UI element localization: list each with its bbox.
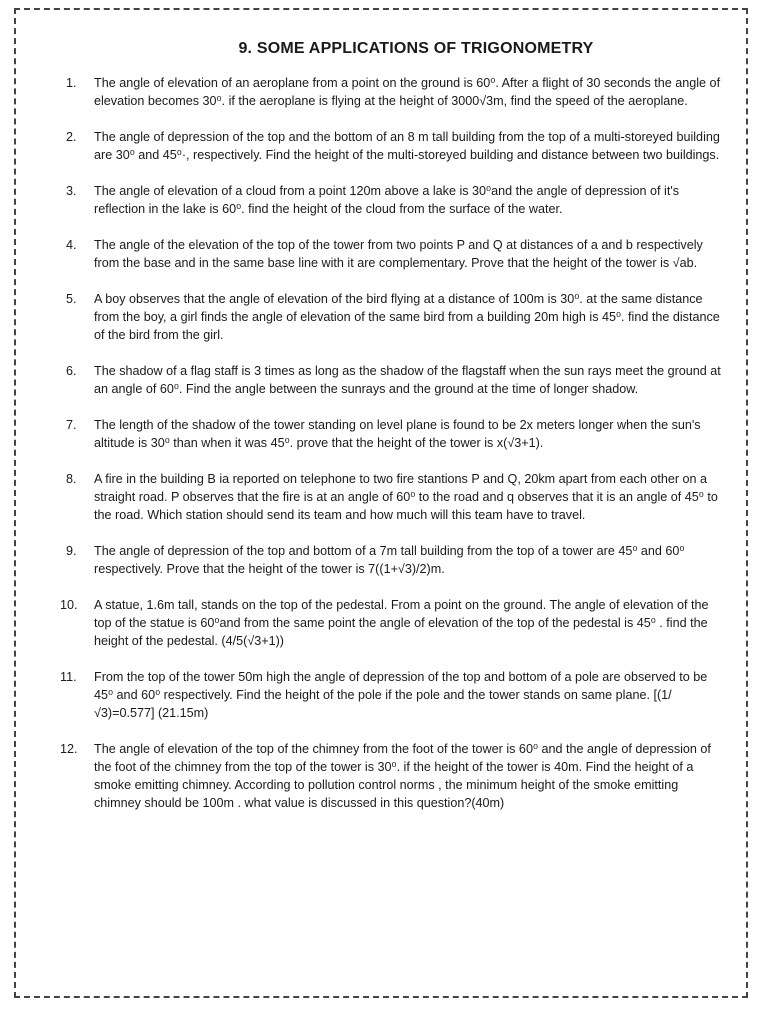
question-text: The shadow of a flag staff is 3 times as long as the shadow of the flagstaff when the sun rays meet the ground at an angle of 60⁰. Find the angle between the sunrays and the ground at the time of longer shadow.: [94, 364, 721, 396]
question-text: A statue, 1.6m tall, stands on the top of the pedestal. From a point on the ground. The angle of elevation of the top of the statue is 60⁰and from the same point the angle of elevation of the top of the pedestal is 45⁰ . find the height of the pedestal. (4/5(√3+1)): [94, 598, 709, 648]
question-number: 3.: [66, 184, 77, 198]
question-number: 11.: [60, 670, 77, 684]
question-item: [66, 362, 726, 398]
question-item: [66, 128, 726, 164]
question-text: The angle of elevation of a cloud from a point 120m above a lake is 30⁰and the angle of depression of it's reflection in the lake is 60⁰. find the height of the cloud from the surface of the water.: [94, 184, 680, 216]
question-number: 8.: [66, 472, 77, 486]
question-text: The angle of depression of the top and bottom of a 7m tall building from the top of a tower are 45⁰ and 60⁰ respectively. Prove that the height of the tower is 7((1+√3)/2)m.: [94, 544, 685, 576]
question-text: The angle of elevation of the top of the chimney from the foot of the tower is 60⁰ and the angle of depression of the foot of the chimney from the top of the tower is 30⁰. if the height of the tower is 40m. Find the height of a smoke emitting chimney. According to pollution control norms , the minimum height of the smoke emitting chimney should be 100m . what value is discussed in this question?(40m): [94, 742, 711, 810]
question-number: 2.: [66, 130, 77, 144]
question-number: 10.: [60, 598, 78, 612]
question-text: The angle of the elevation of the top of the tower from two points P and Q at distances of a and b respectively from the base and in the same base line with it are complementary. Prove that the height of the tower is √ab.: [94, 238, 703, 270]
question-item: [66, 416, 726, 452]
question-text: The angle of depression of the top and the bottom of an 8 m tall building from the top of a multi-storeyed building are 30⁰ and 45⁰·, respectively. Find the height of the multi-storeyed building and distance between two buildings.: [94, 130, 720, 162]
question-item: [60, 596, 726, 650]
question-number: 1.: [66, 76, 77, 90]
question-item: [66, 290, 726, 344]
question-list: [60, 74, 726, 812]
question-item: [66, 470, 726, 524]
worksheet: [60, 40, 726, 830]
question-number: 9.: [66, 544, 77, 558]
page-title: 9. SOME APPLICATIONS OF TRIGONOMETRY: [238, 40, 594, 57]
question-number: 5.: [66, 292, 77, 306]
question-item: [66, 74, 726, 110]
question-number: 6.: [66, 364, 77, 378]
question-item: [66, 542, 726, 578]
question-text: A fire in the building B ia reported on telephone to two fire stantions P and Q, 20km apart from each other on a straight road. P observes that the fire is at an angle of 60⁰ to the road and q observes that it is an angle of 45⁰ to the road. Which station should send its team and how much will this team have to travel.: [94, 472, 718, 522]
question-text: The length of the shadow of the tower standing on level plane is found to be 2x meters longer when the sun's altitude is 30⁰ than when it was 45⁰. prove that the height of the tower is x(√3+1).: [94, 418, 701, 450]
question-number: 7.: [66, 418, 77, 432]
question-text: A boy observes that the angle of elevation of the bird flying at a distance of 100m is 30⁰. at the same distance from the boy, a girl finds the angle of elevation of the same bird from a building 20m high is 45⁰. find the distance of the bird from the girl.: [94, 292, 720, 342]
question-number: 4.: [66, 238, 77, 252]
question-text: The angle of elevation of an aeroplane from a point on the ground is 60⁰. After a flight of 30 seconds the angle of elevation becomes 30⁰. if the aeroplane is flying at the height of 3000√3m, find the speed of the aeroplane.: [94, 76, 721, 108]
question-item: [60, 740, 726, 812]
question-number: 12.: [60, 742, 78, 756]
question-item: [66, 236, 726, 272]
question-item: [66, 182, 726, 218]
question-item: [60, 668, 726, 722]
question-text: From the top of the tower 50m high the angle of depression of the top and bottom of a pole are observed to be 45⁰ and 60⁰ respectively. Find the height of the pole if the pole and the tower stands on same plane. [(1/√3)=0.577] (21.15m): [94, 670, 708, 720]
